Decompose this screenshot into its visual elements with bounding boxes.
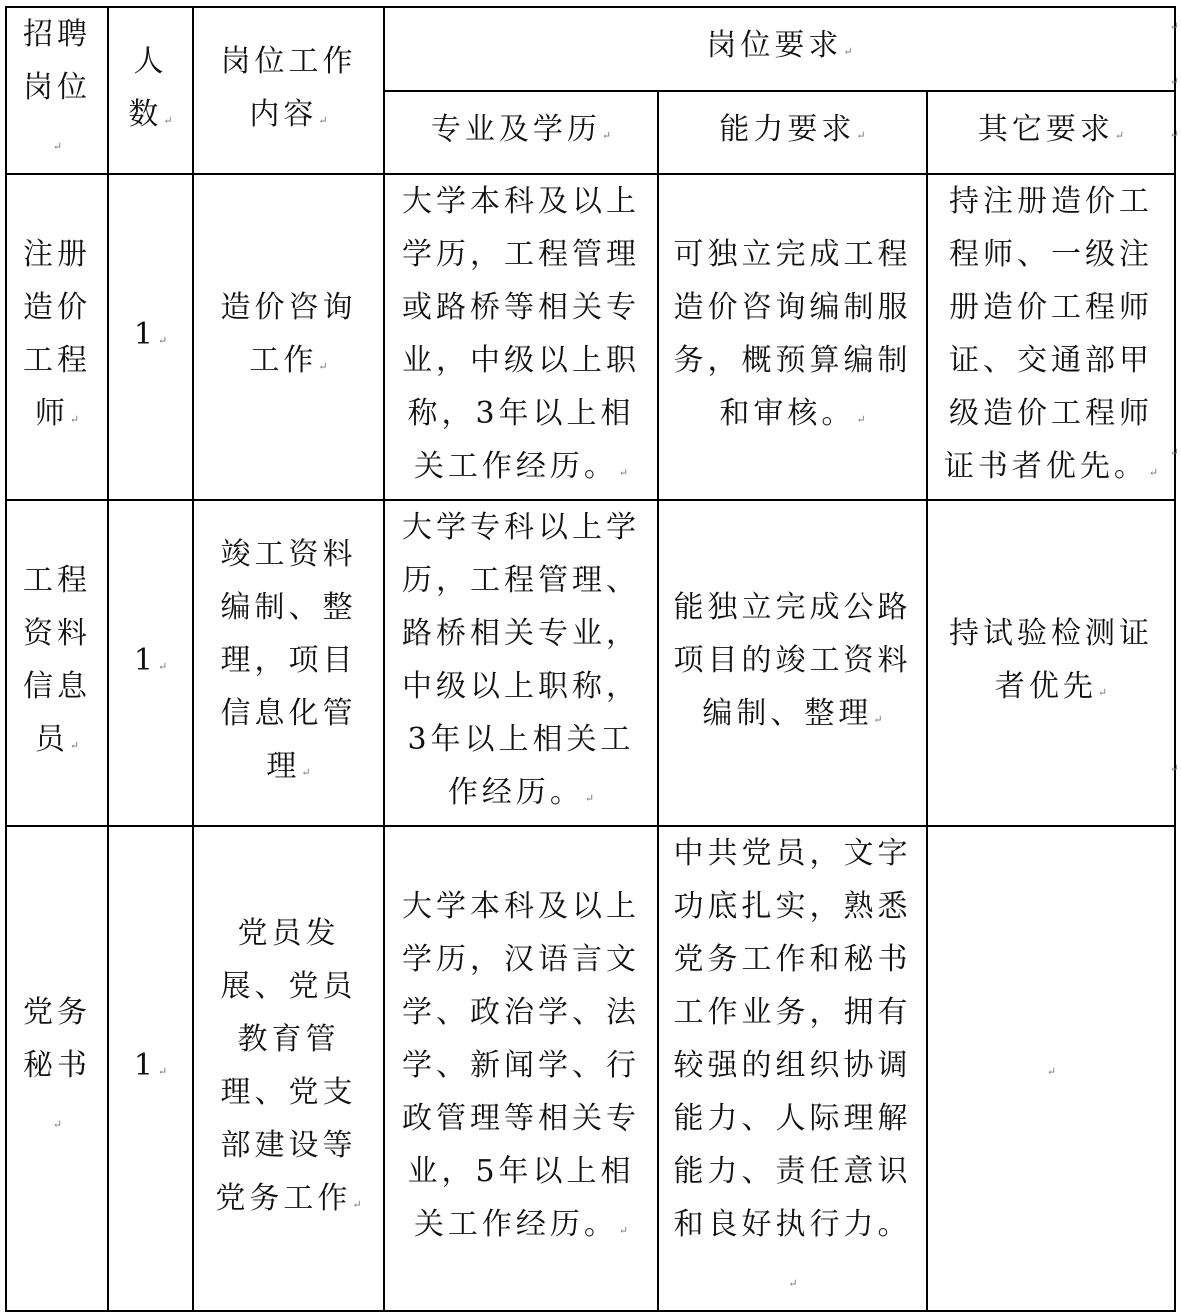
paragraph-mark-icon: ↵ [1114, 128, 1125, 142]
table-row [6, 174, 1175, 500]
paragraph-mark-icon: ↵ [157, 659, 168, 673]
paragraph-mark-icon: ↵ [52, 140, 63, 153]
paragraph-mark-icon: ↵ [163, 113, 173, 127]
header-count: 人数↵ [108, 7, 193, 174]
paragraph-mark-icon: ↵ [157, 1065, 168, 1078]
header-requirements-group: 岗位要求↵ [384, 7, 1175, 91]
paragraph-mark-icon: ↵ [52, 1118, 63, 1131]
cell-position: 注册造价工程师↵ [6, 174, 108, 500]
cell-duties: 竣工资料编制、整理，项目信息化管理↵ [193, 500, 384, 826]
cell-duties: 党员发展、党员教育管理、党支部建设等党务工作↵ [193, 826, 384, 1311]
cell-position: 党务秘书↵ [6, 826, 108, 1311]
paragraph-mark-icon: ↵ [157, 333, 168, 347]
recruitment-table [5, 6, 1176, 1312]
table-row [6, 826, 1175, 1311]
cell-other: 持注册造价工程师、一级注册造价工程师证、交通部甲级造价工程师证书者优先。↵ [927, 174, 1175, 500]
header-position: 招聘岗位↵ [6, 7, 108, 174]
header-row-1 [6, 7, 1175, 91]
row-end-mark-icon: ↵ [1169, 128, 1179, 141]
cell-position: 工程资料信息员↵ [6, 500, 108, 826]
paragraph-mark-icon: ↵ [318, 360, 328, 373]
row-end-mark-icon: ↵ [1169, 446, 1179, 459]
paragraph-mark-icon: ↵ [69, 413, 80, 426]
row-end-mark-icon: ↵ [1169, 75, 1179, 88]
cell-other: 持试验检测证者优先↵ [927, 500, 1175, 826]
row-end-mark-icon: ↵ [1169, 762, 1179, 775]
cell-ability: 中共党员，文字功底扎实，熟悉党务工作和秘书工作业务，拥有较强的组织协调能力、人际理解能力、责任意识和良好执行力。↵ [658, 826, 927, 1311]
row-end-mark-icon: ↵ [1169, 20, 1179, 33]
paragraph-mark-icon: ↵ [873, 712, 883, 726]
paragraph-mark-icon: ↵ [856, 413, 866, 426]
paragraph-mark-icon: ↵ [601, 128, 612, 142]
header-other: 其它要求↵ [927, 91, 1175, 175]
paragraph-mark-icon: ↵ [1148, 466, 1159, 479]
paragraph-mark-icon: ↵ [856, 128, 866, 142]
paragraph-mark-icon: ↵ [584, 792, 595, 805]
cell-duties: 造价咨询工作↵ [193, 174, 384, 500]
paragraph-mark-icon: ↵ [843, 45, 853, 59]
paragraph-mark-icon: ↵ [69, 739, 80, 752]
paragraph-mark-icon: ↵ [1046, 1065, 1057, 1078]
cell-ability: 可独立完成工程造价咨询编制服务，概预算编制和审核。↵ [658, 174, 927, 500]
header-ability: 能力要求↵ [658, 91, 927, 175]
paragraph-mark-icon: ↵ [352, 1197, 362, 1211]
paragraph-mark-icon: ↵ [618, 1224, 629, 1237]
paragraph-mark-icon: ↵ [618, 466, 629, 479]
cell-education: 大学专科以上学历，工程管理、路桥相关专业，中级以上职称，3年以上相关工作经历。↵ [384, 500, 658, 826]
cell-count: 1↵ [108, 500, 193, 826]
paragraph-mark-icon: ↵ [788, 1277, 798, 1290]
cell-education: 大学本科及以上学历，工程管理或路桥等相关专业，中级以上职称，3年以上相关工作经历。↵ [384, 174, 658, 500]
paragraph-mark-icon: ↵ [1097, 686, 1108, 699]
cell-count: 1↵ [108, 174, 193, 500]
paragraph-mark-icon: ↵ [301, 765, 311, 779]
header-education: 专业及学历↵ [384, 91, 658, 175]
header-duties: 岗位工作内容↵ [193, 7, 384, 174]
paragraph-mark-icon: ↵ [318, 113, 328, 127]
cell-ability: 能独立完成公路项目的竣工资料编制、整理↵ [658, 500, 927, 826]
cell-count: 1↵ [108, 826, 193, 1311]
cell-other [927, 826, 1175, 1311]
table-row [6, 500, 1175, 826]
cell-education: 大学本科及以上学历，汉语言文学、政治学、法学、新闻学、行政管理等相关专业，5年以上相关工作经历。↵ [384, 826, 658, 1311]
